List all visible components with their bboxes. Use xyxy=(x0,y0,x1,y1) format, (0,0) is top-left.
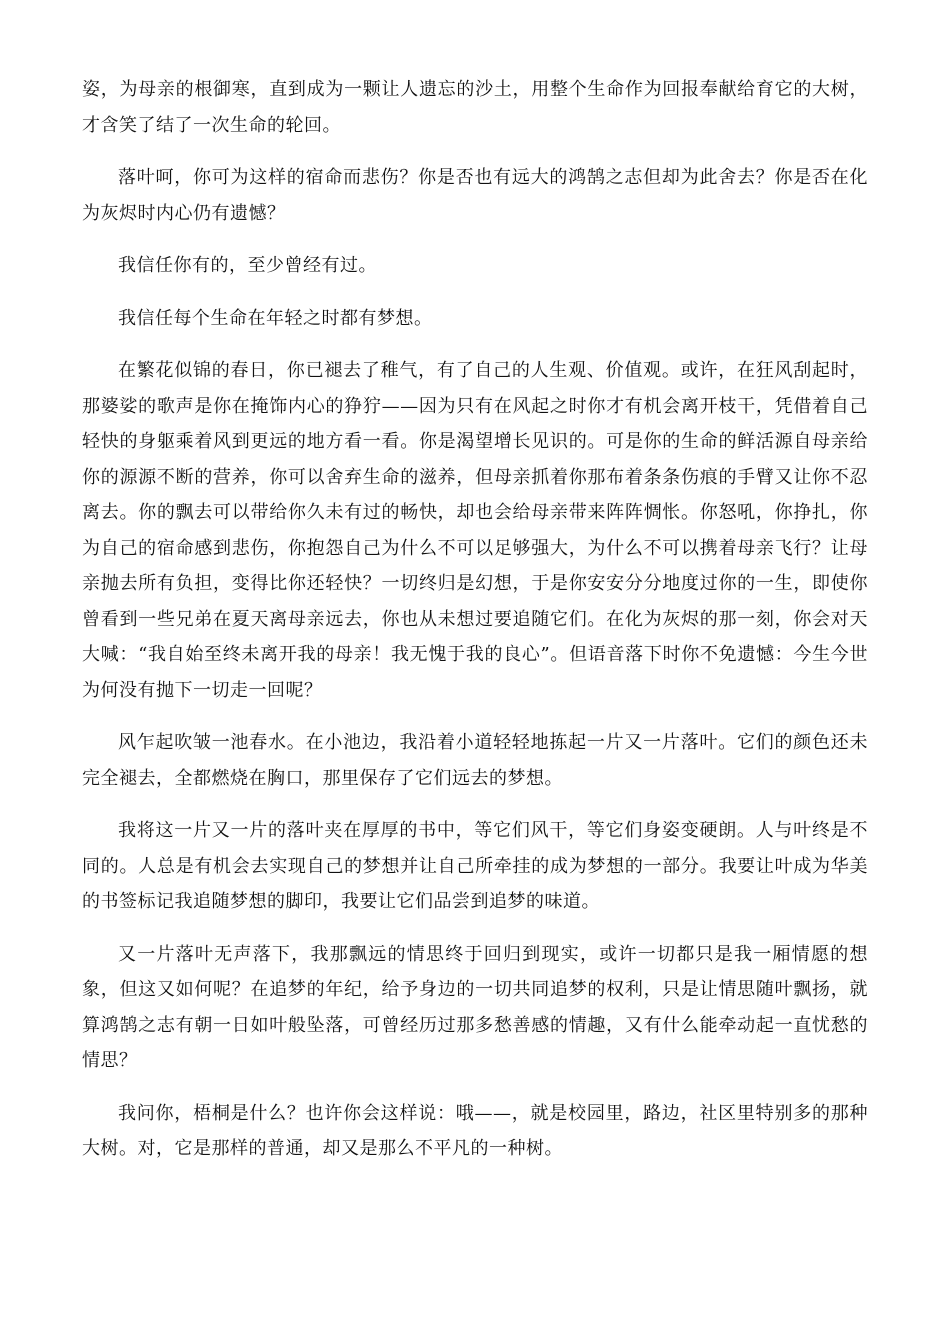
paragraph-2: 落叶呵，你可为这样的宿命而悲伤？你是否也有远大的鸿鹄之志但却为此舍去？你是否在化为灰烬时内心仍有遗憾？ xyxy=(82,167,868,224)
document-page xyxy=(82,72,868,1184)
paragraph-3: 我信任你有的，至少曾经有过。 xyxy=(118,255,377,276)
paragraph-6: 风乍起吹皱一池春水。在小池边，我沿着小道轻轻地拣起一片又一片落叶。它们的颜色还未完全褪去，全都燃烧在胸口，那里保存了它们远去的梦想。 xyxy=(82,732,868,789)
paragraph-5: 在繁花似锦的春日，你已褪去了稚气，有了自己的人生观、价值观。或许，在狂风刮起时，那婆娑的歌声是你在掩饰内心的狰狞——因为只有在风起之时你才有机会离开枝干，凭借着自己轻快的身躯乘着风到更远的地方看一看。你是渴望增长见识的。可是你的生命的鲜活源自母亲给你的源源不断的营养，你可以舍弃生命的滋养，但母亲抓着你那布着条条伤痕的手臂又让你不忍离去。你的飘去可以带给你久未有过的畅快，却也会给母亲带来阵阵惆怅。你怒吼，你挣扎，你为自己的宿命感到悲伤，你抱怨自己为什么不可以足够强大，为什么不可以携着母亲飞行？让母亲抛去所有负担，变得比你还轻快？一切终归是幻想，于是你安安分分地度过你的一生，即使你曾看到一些兄弟在夏天离母亲远去，你也从未想过要追随它们。在化为灰烬的那一刻，你会对天大喊：“我自始至终未离开我的母亲！我无愧于我的良心”。但语音落下时你不免遗憾：今生今世为何没有抛下一切走一回呢？ xyxy=(82,360,868,701)
paragraph-9: 我问你，梧桐是什么？也许你会这样说：哦——，就是校园里，路边，社区里特别多的那种大树。对，它是那样的普通，却又是那么不平凡的一种树。 xyxy=(82,1102,868,1159)
paragraph-1: 姿，为母亲的根御寒，直到成为一颗让人遗忘的沙土，用整个生命作为回报奉献给育它的大树，才含笑了结了一次生命的轮回。 xyxy=(82,79,868,136)
paragraph-7: 我将这一片又一片的落叶夹在厚厚的书中，等它们风干，等它们身姿变硬朗。人与叶终是不同的。人总是有机会去实现自己的梦想并让自己所牵挂的成为梦想的一部分。我要让叶成为华美的书签标记我追随梦想的脚印，我要让它们品尝到追梦的味道。 xyxy=(82,820,868,912)
paragraph-8: 又一片落叶无声落下，我那飘远的情思终于回归到现实，或许一切都只是我一厢情愿的想象，但这又如何呢？在追梦的年纪，给予身边的一切共同追梦的权利，只是让情思随叶飘扬，就算鸿鹄之志有朝一日如叶般坠落，可曾经历过那多愁善感的情趣，又有什么能牵动起一直忧愁的情思？ xyxy=(82,943,868,1071)
paragraph-4: 我信任每个生命在年轻之时都有梦想。 xyxy=(118,307,433,329)
